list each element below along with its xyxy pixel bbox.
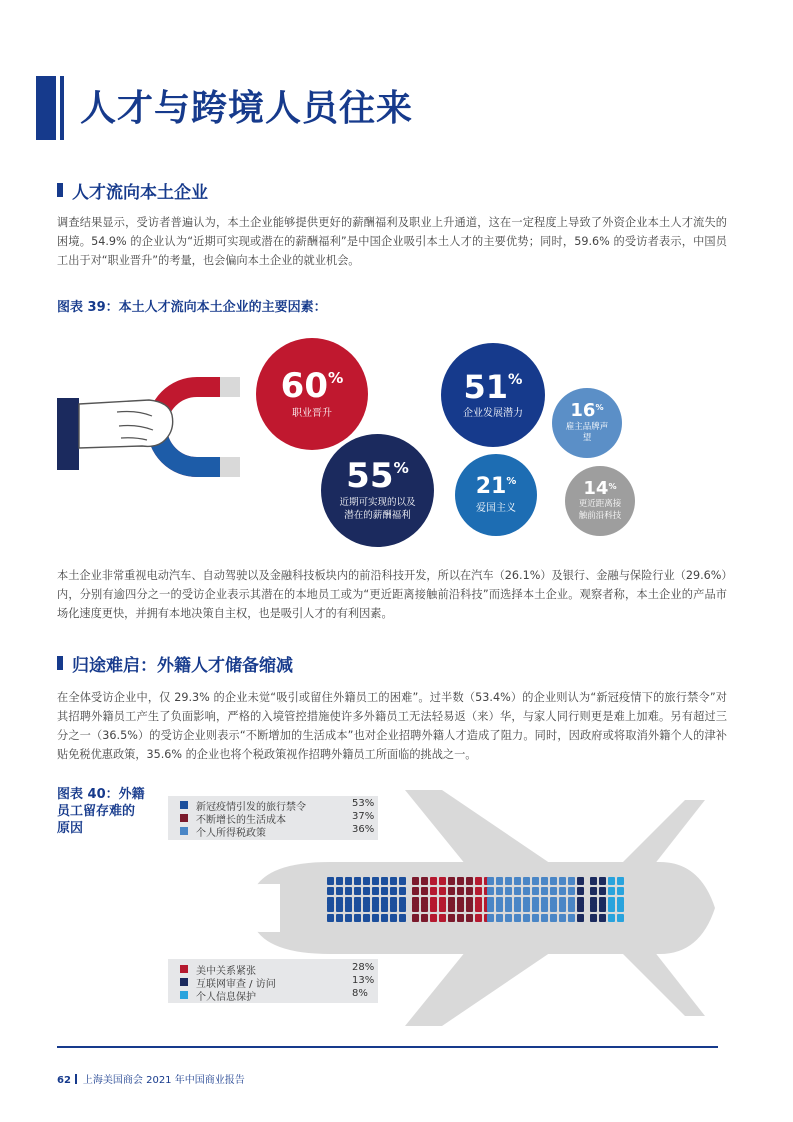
legend-swatch	[180, 991, 188, 999]
hand	[79, 400, 173, 448]
section-title: 人才流向本土企业	[72, 183, 208, 203]
title-accent-bar	[36, 76, 56, 140]
section-marker	[57, 183, 63, 197]
legend-top: 新冠疫情引发的旅行禁令 53% 不断增长的生活成本 37% 个人所得税政策 36%	[168, 796, 378, 840]
footer	[57, 1071, 245, 1086]
page-number: 62	[57, 1075, 71, 1086]
magnet-hand-illustration	[57, 360, 257, 510]
figure-title: 图表 39：本土人才流向本土企业的主要因素：	[57, 300, 327, 315]
legend-swatch	[180, 814, 188, 822]
bubble-growth: 51% 企业发展潜力	[441, 343, 545, 447]
bubble-compensation: 55% 近期可实现的以及潜在的薪酬福利	[321, 434, 434, 547]
footer-divider	[57, 1046, 718, 1048]
paragraph: 调查结果显示，受访者普遍认为，本土企业能够提供更好的薪酬福利及职业上升通道，这在一定程度上导致了外资企业本土人才流失的困境。54.9% 的企业认为“近期可实现或潜在的薪酬福利”是中国企业吸引本土人才的主要优势；同时，59.6% 的受访者表示，中国员工出于对“职业晋升”的考量，也会偏向本土企业的就业机会。	[57, 216, 727, 267]
bubble-career: 60% 职业晋升	[256, 338, 368, 450]
legend-swatch	[180, 965, 188, 973]
legend-swatch	[180, 801, 188, 809]
legend-swatch	[180, 978, 188, 986]
bubble-technology: 14% 更近距离接触前沿科技	[565, 466, 635, 536]
title-accent-bar-thin	[60, 76, 64, 140]
section-title: 归途难启：外籍人才储备缩减	[72, 656, 293, 676]
bubble-brand: 16% 雇主品牌声望	[552, 388, 622, 458]
fuselage	[250, 862, 715, 954]
magnet-pole-top	[220, 377, 240, 397]
magnet-pole-bottom	[220, 457, 240, 477]
sleeve	[57, 398, 79, 470]
legend-swatch	[180, 827, 188, 835]
figure-title: 图表 40：外籍 员工留存难的 原因	[57, 787, 145, 836]
bubble-patriotism: 21% 爱国主义	[455, 454, 537, 536]
section-marker	[57, 656, 63, 670]
paragraph: 在全体受访企业中，仅 29.3% 的企业未觉“吸引或留住外籍员工的困难”。过半数（53.4%）的企业则认为“新冠疫情下的旅行禁令”对其招聘外籍员工产生了负面影响，严格的入境管控措施使许多外籍员工无法轻易返（来）华，与家人同行则更是难上加难。另有超过三分之一（36.5%）的受访企业则表示“不断增加的生活成本”也对企业招聘外籍人才造成了阻力。同时，因政府或将取消外籍个人的津补贴免税优惠政策，35.6% 的企业也将个税政策视作招聘外籍员工所面临的挑战之一。	[57, 691, 727, 761]
footer-text: 上海美国商会 2021 年中国商业报告	[82, 1075, 245, 1086]
page-title: 人才与跨境人员往来	[80, 88, 414, 129]
paragraph: 本土企业非常重视电动汽车、自动驾驶以及金融科技板块内的前沿科技开发，所以在汽车（26.1%）及银行、金融与保险行业（29.6%）内，分别有逾四分之一的受访企业表示其潜在的本地员工或为“更近距离接触前沿科技”而选择本土企业。观察者称，本土企业的产品市场化速度更快，并拥有本地决策自主权，也是吸引人才的有利因素。	[57, 569, 727, 620]
legend-bottom: 美中关系紧张 28% 互联网审查 / 访问 13% 个人信息保护 8%	[168, 959, 378, 1003]
